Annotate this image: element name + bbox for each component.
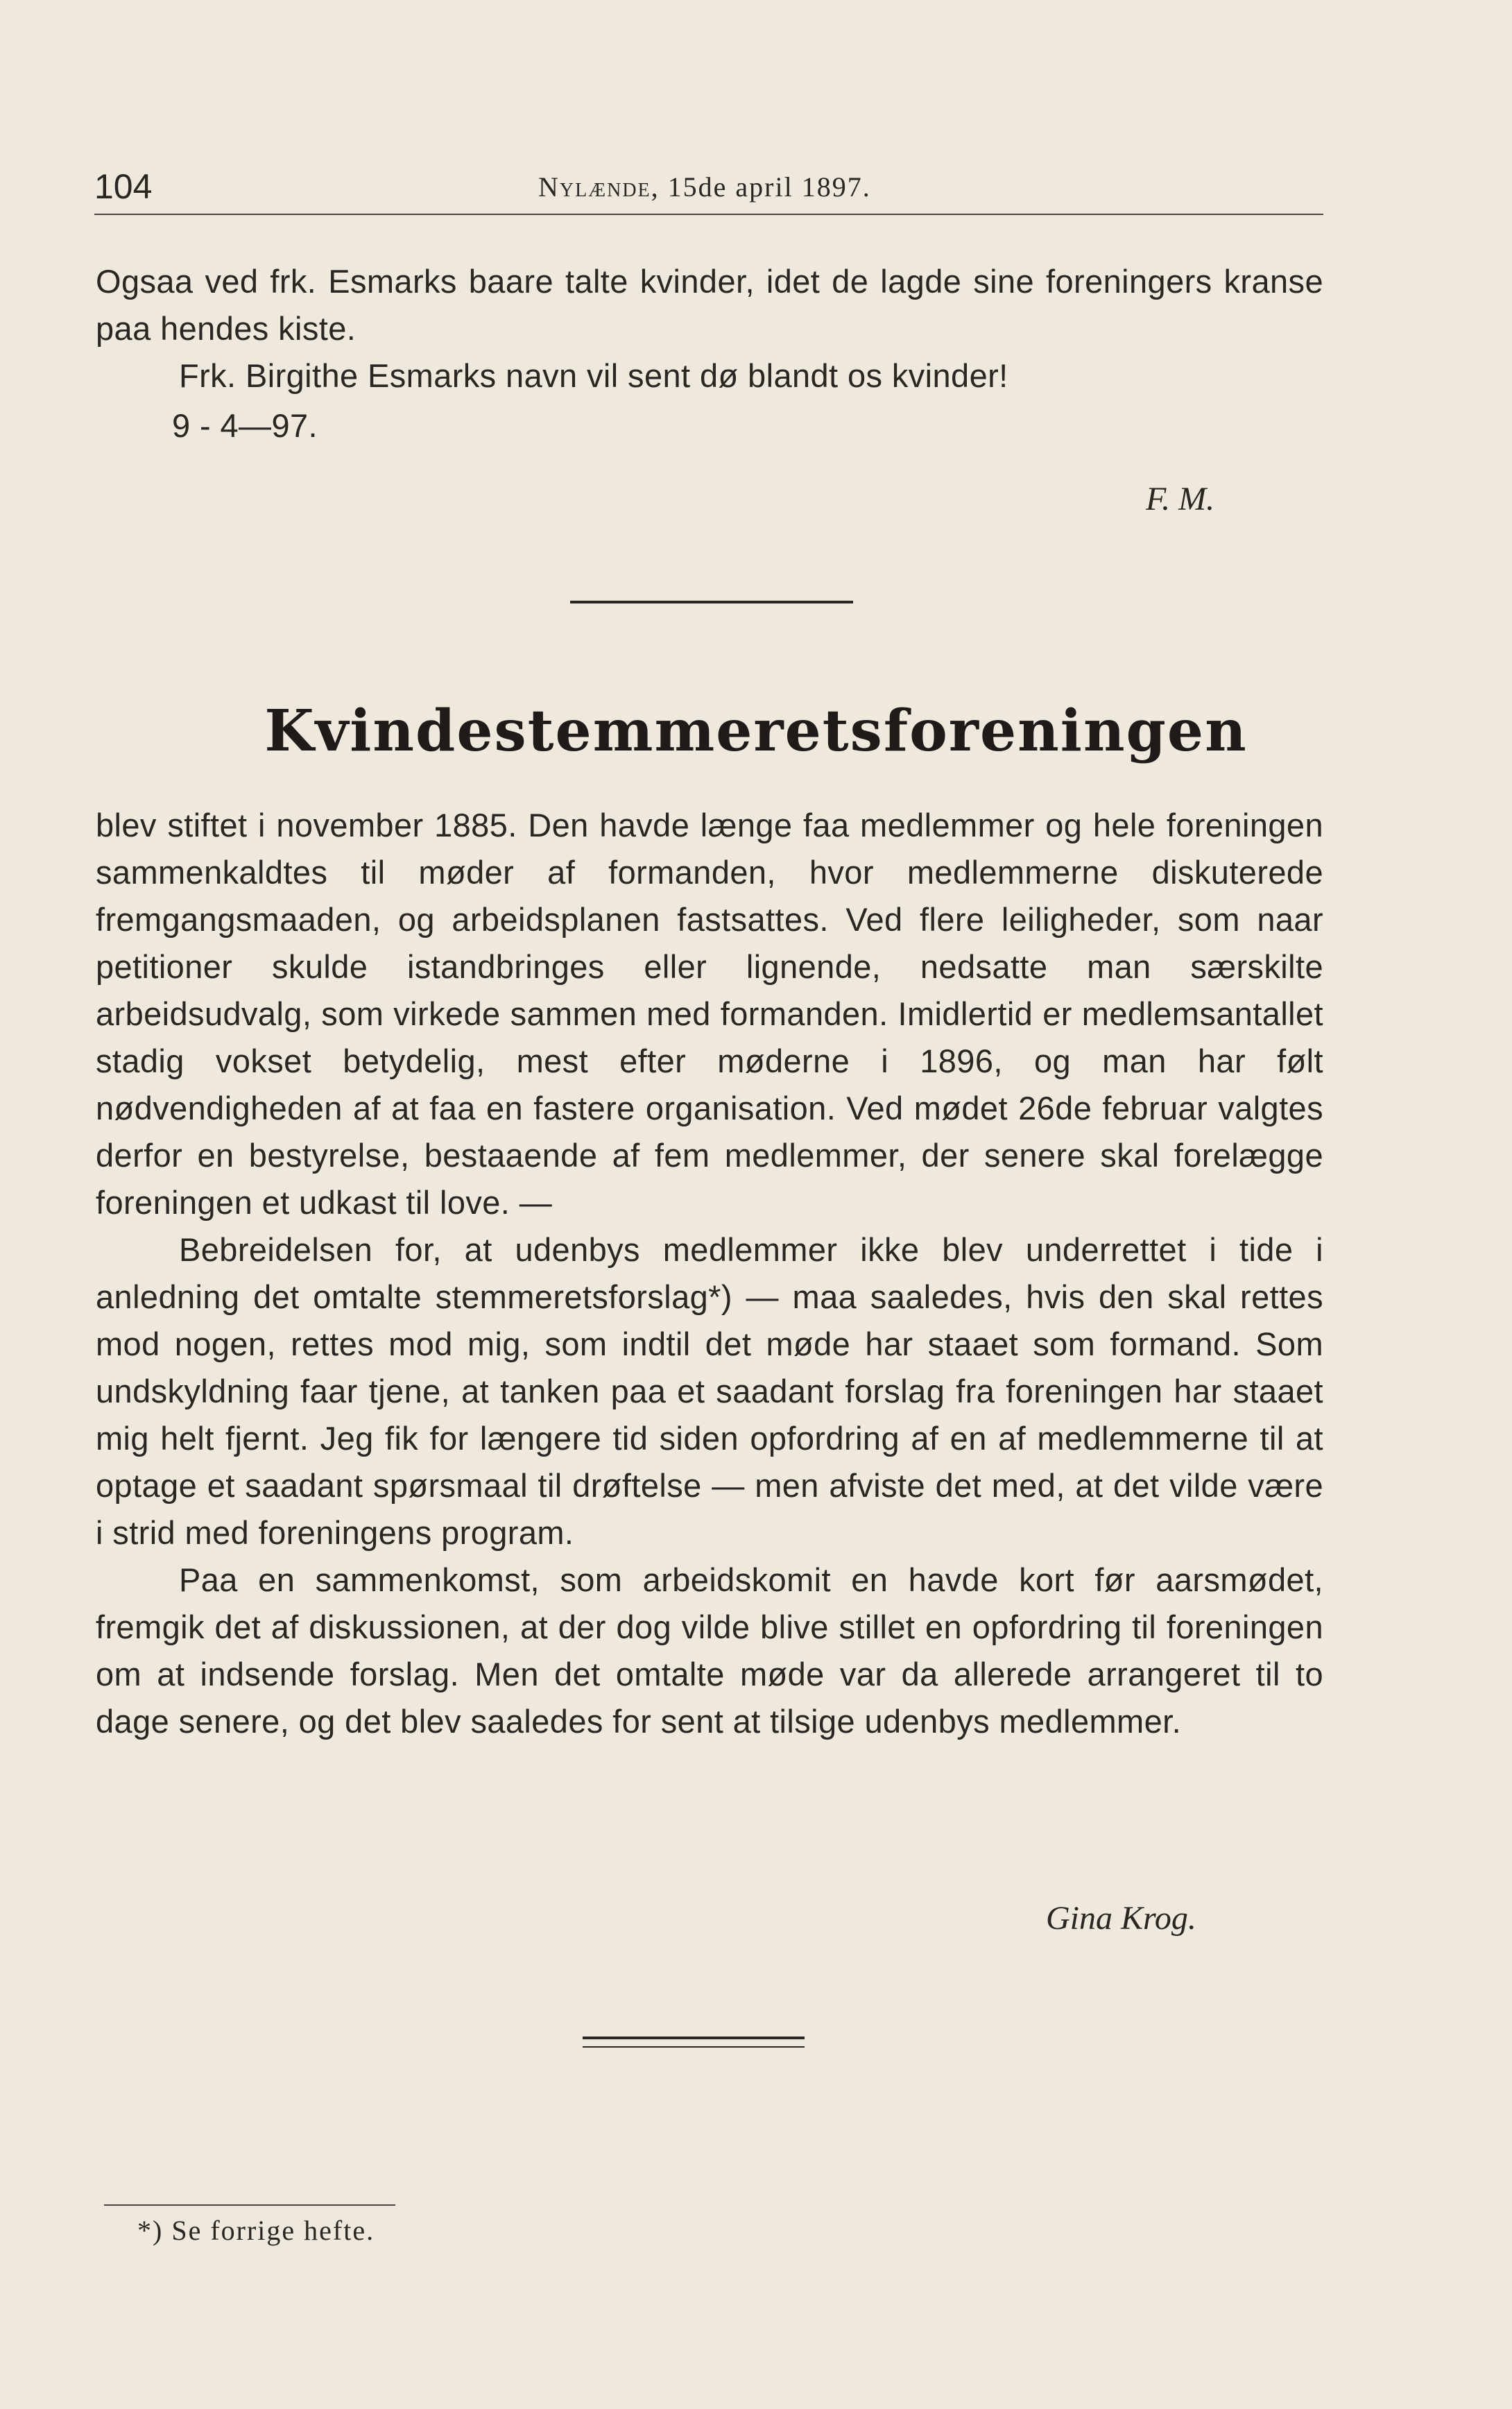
- paragraph: Paa en sammenkomst, som arbeidskomit en havde kort før aarsmødet, fremgik det af diskussionen, at der dog vilde blive stillet en opfordring til foreningen om at indsende forslag. Men det omtalte møde var da allerede arrangeret til to dage senere, og det blev saaledes for sent at tilsige udenbys medlemmer.: [96, 1561, 1323, 1740]
- issue-date: , 15de april 1897.: [651, 171, 871, 203]
- footnote-rule: [104, 2204, 395, 2206]
- running-head: [538, 171, 871, 203]
- end-rule-top: [583, 2037, 805, 2039]
- section-divider: [570, 601, 853, 603]
- paragraph: Frk. Birgithe Esmarks navn vil sent dø blandt os kvinder!: [179, 357, 1008, 394]
- page-number: 104: [94, 167, 153, 206]
- date-line: 9 - 4—97.: [172, 407, 318, 444]
- page-header: [94, 166, 1322, 207]
- section-2-body: [96, 802, 1323, 1745]
- paragraph: Ogsaa ved frk. Esmarks baare talte kvinder, idet de lagde sine foreningers kranse paa hendes kiste.: [96, 263, 1323, 347]
- paragraph: blev stiftet i november 1885. Den havde længe faa medlemmer og hele foreningen sammenkaldtes til møder af formanden, hvor medlemmerne diskuterede fremgangsmaaden, og arbeidsplanen fastsattes. Ved flere leiligheder, som naar petitioner skulde istandbringes eller lignende, nedsatte man særskilte arbeidsudvalg, som virkede sammen med formanden. Imidlertid er medlemsantallet stadig vokset betydelig, mest efter møderne i 1896, og man har følt nødvendigheden af at faa en fastere organisation. Ved mødet 26de februar valgtes derfor en bestyrelse, bestaaende af fem medlemmer, der senere skal forelægge foreningen et udkast til love. —: [96, 807, 1323, 1221]
- end-rule-bottom: [583, 2046, 805, 2048]
- signature-fm: F. M.: [1146, 481, 1215, 517]
- journal-title: Nylænde: [538, 171, 651, 203]
- section-heading: Kvindestemmeretsforeningen: [264, 698, 1248, 764]
- footnote: *) Se forrige hefte.: [137, 2215, 375, 2246]
- header-rule: [94, 214, 1323, 215]
- paragraph: Bebreidelsen for, at udenbys medlemmer ikke blev underrettet i tide i anledning det omtalte stemmeretsforslag*) — maa saaledes, hvis den skal rettes mod nogen, rettes mod mig, som indtil det møde har staaet som formand. Som undskyldning faar tjene, at tanken paa et saadant forslag fra foreningen har staaet mig helt fjernt. Jeg fik for længere tid siden opfordring af en af medlemmerne til at optage et saadant spørsmaal til drøftelse — men afviste det med, at det vilde være i strid med foreningens program.: [96, 1231, 1323, 1551]
- section-1-body: [96, 258, 1323, 449]
- signature-gina-krog: Gina Krog.: [1046, 1900, 1196, 1937]
